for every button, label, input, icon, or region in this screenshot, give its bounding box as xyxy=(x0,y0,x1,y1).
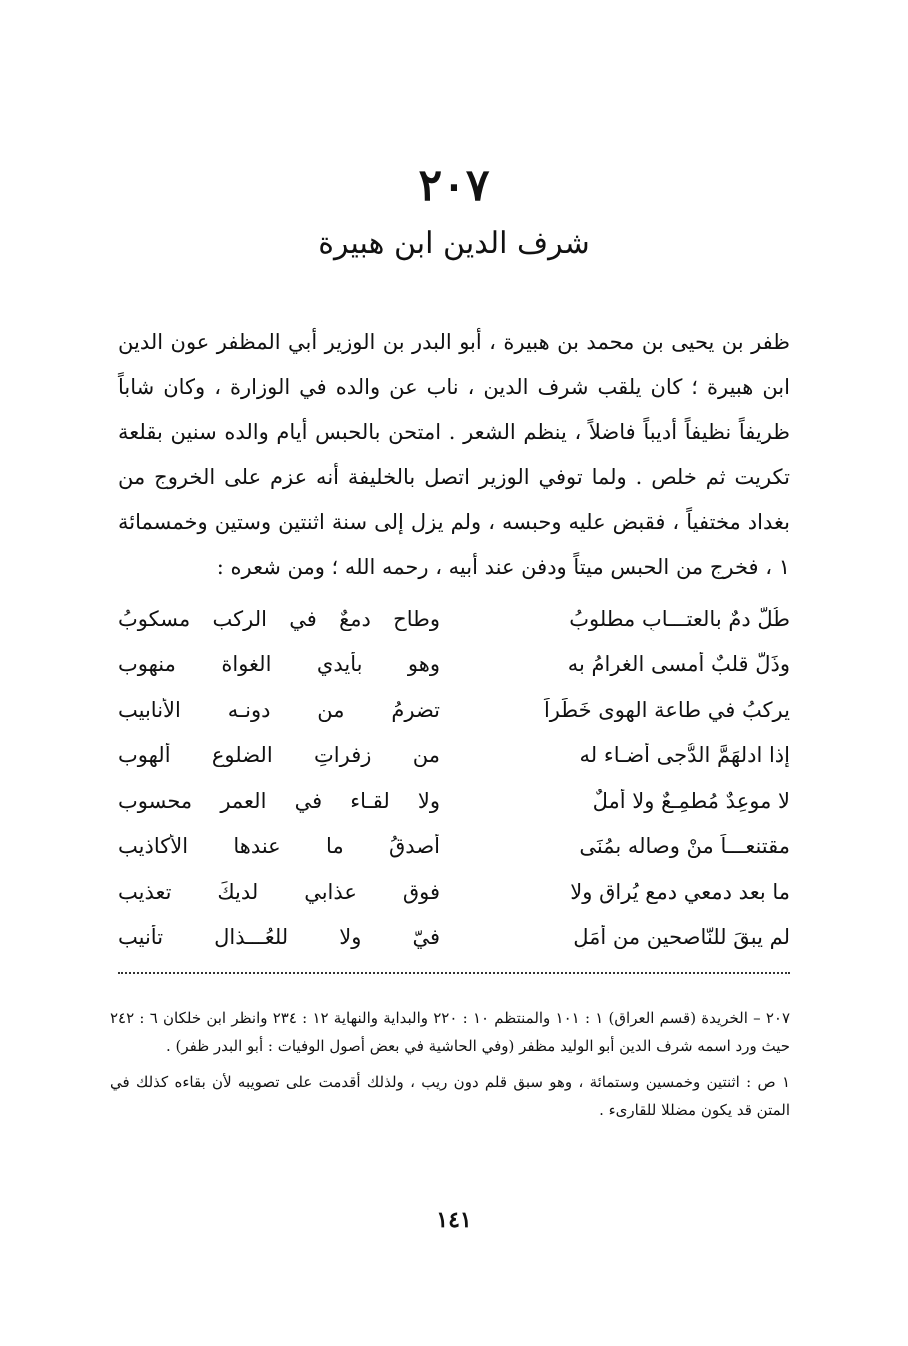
verse-first-hemistich: وذَلَّ قلبٌ أمسى الغرامُ به xyxy=(567,652,790,677)
verse-first-hemistich: مقتنعـــاً منْ وصاله بمُنَى xyxy=(579,834,790,859)
verse-second-hemistich: من زفراتِ الضلوع ألهوب xyxy=(118,743,440,768)
footnote-correction: ١ ص : اثنتين وخمسين وستمائة ، وهو سبق قلم دون ريب ، ولذلك أقدمت على تصويبه لأن بقاءه كذلك في المتن قد يكون مضللا للقارىء . xyxy=(110,1073,790,1119)
verse-line xyxy=(118,778,790,824)
biography-paragraph: ظفر بن يحيى بن محمد بن هبيرة ، أبو البدر بن الوزير أبي المظفر عون الدين ابن هبيرة ؛ كان يلقب شرف الدين ، ناب عن والده في الوزارة ، وكان شاباً ظريفاً نظيفاً أديباً فاضلاً ، ينظم الشعر . امتحن بالحبس أيام والده سنين بقلعة تكريت ثم خلص . ولما توفي الوزير اتصل بالخليفة أنه عزم على الخروج من بغداد مختفياً ، فقبض عليه وحبسه ، ولم يزل إلى سنة اثنتين وستين وخمسمائة ١ ، فخرج من الحبس ميتاً ودفن عند أبيه ، رحمه الله ؛ ومن شعره : xyxy=(118,330,790,579)
verse-second-hemistich: وطاح دمعٌ في الركب مسكوبُ xyxy=(118,606,440,631)
entry-number: ٢٠٧ xyxy=(418,160,490,211)
footnotes xyxy=(110,1004,790,1132)
verse-first-hemistich: يركبُ في طاعة الهوى خَطَراً xyxy=(543,697,790,722)
verse-line xyxy=(118,869,790,915)
verse-line xyxy=(118,596,790,642)
verse-first-hemistich: إذا ادلهَمَّ الدُّجى أضـاء له xyxy=(579,743,790,768)
verse-second-hemistich: أصدقُ ما عندها الأكاذيب xyxy=(118,834,440,859)
verse-line xyxy=(118,824,790,870)
verse-line xyxy=(118,687,790,733)
verse-line xyxy=(118,733,790,779)
verse-first-hemistich: لا موعِدٌ مُطمِـعٌ ولا أملٌ xyxy=(592,788,790,813)
poem xyxy=(118,596,790,960)
verse-line xyxy=(118,642,790,688)
verse-second-hemistich: ولا لقـاء في العمر محسوب xyxy=(118,788,440,813)
entry-title: شرف الدين ابن هبيرة xyxy=(318,226,590,261)
verse-first-hemistich: لم يبقَ للنّاصحين من أمَلٍ xyxy=(573,925,790,950)
verse-second-hemistich: فوق عذابي لديكَ تعذيب xyxy=(118,879,440,904)
footnote-sources: ٢٠٧ – الخريدة (قسم العراق) ١ : ١٠١ والمنتظم ١٠ : ٢٢٠ والبداية والنهاية ١٢ : ٢٣٤ وانظر ابن خلكان ٦ : ٢٤٢ حيث ورد اسمه شرف الدين أبو الوليد مظفر (وفي الحاشية في بعض أصول الوفيات : أبو البدر ظفر) . xyxy=(110,1009,791,1055)
footnote-divider xyxy=(118,972,790,974)
page-number: ١٤١ xyxy=(436,1207,472,1233)
verse-second-hemistich: وهو بأيدي الغواة منهوب xyxy=(118,652,440,677)
verse-second-hemistich: تضرمُ من دونـه الأنابيب xyxy=(118,697,440,722)
verse-line xyxy=(118,915,790,961)
verse-second-hemistich: فيّ ولا للعُـــذالِ تأنيب xyxy=(118,925,440,950)
verse-first-hemistich: ما بعد دمعي دمع يُراق ولا xyxy=(570,879,790,904)
verse-first-hemistich: طُلَّ دمٌ بالعتـــابِ مطلوبُ xyxy=(569,606,790,631)
